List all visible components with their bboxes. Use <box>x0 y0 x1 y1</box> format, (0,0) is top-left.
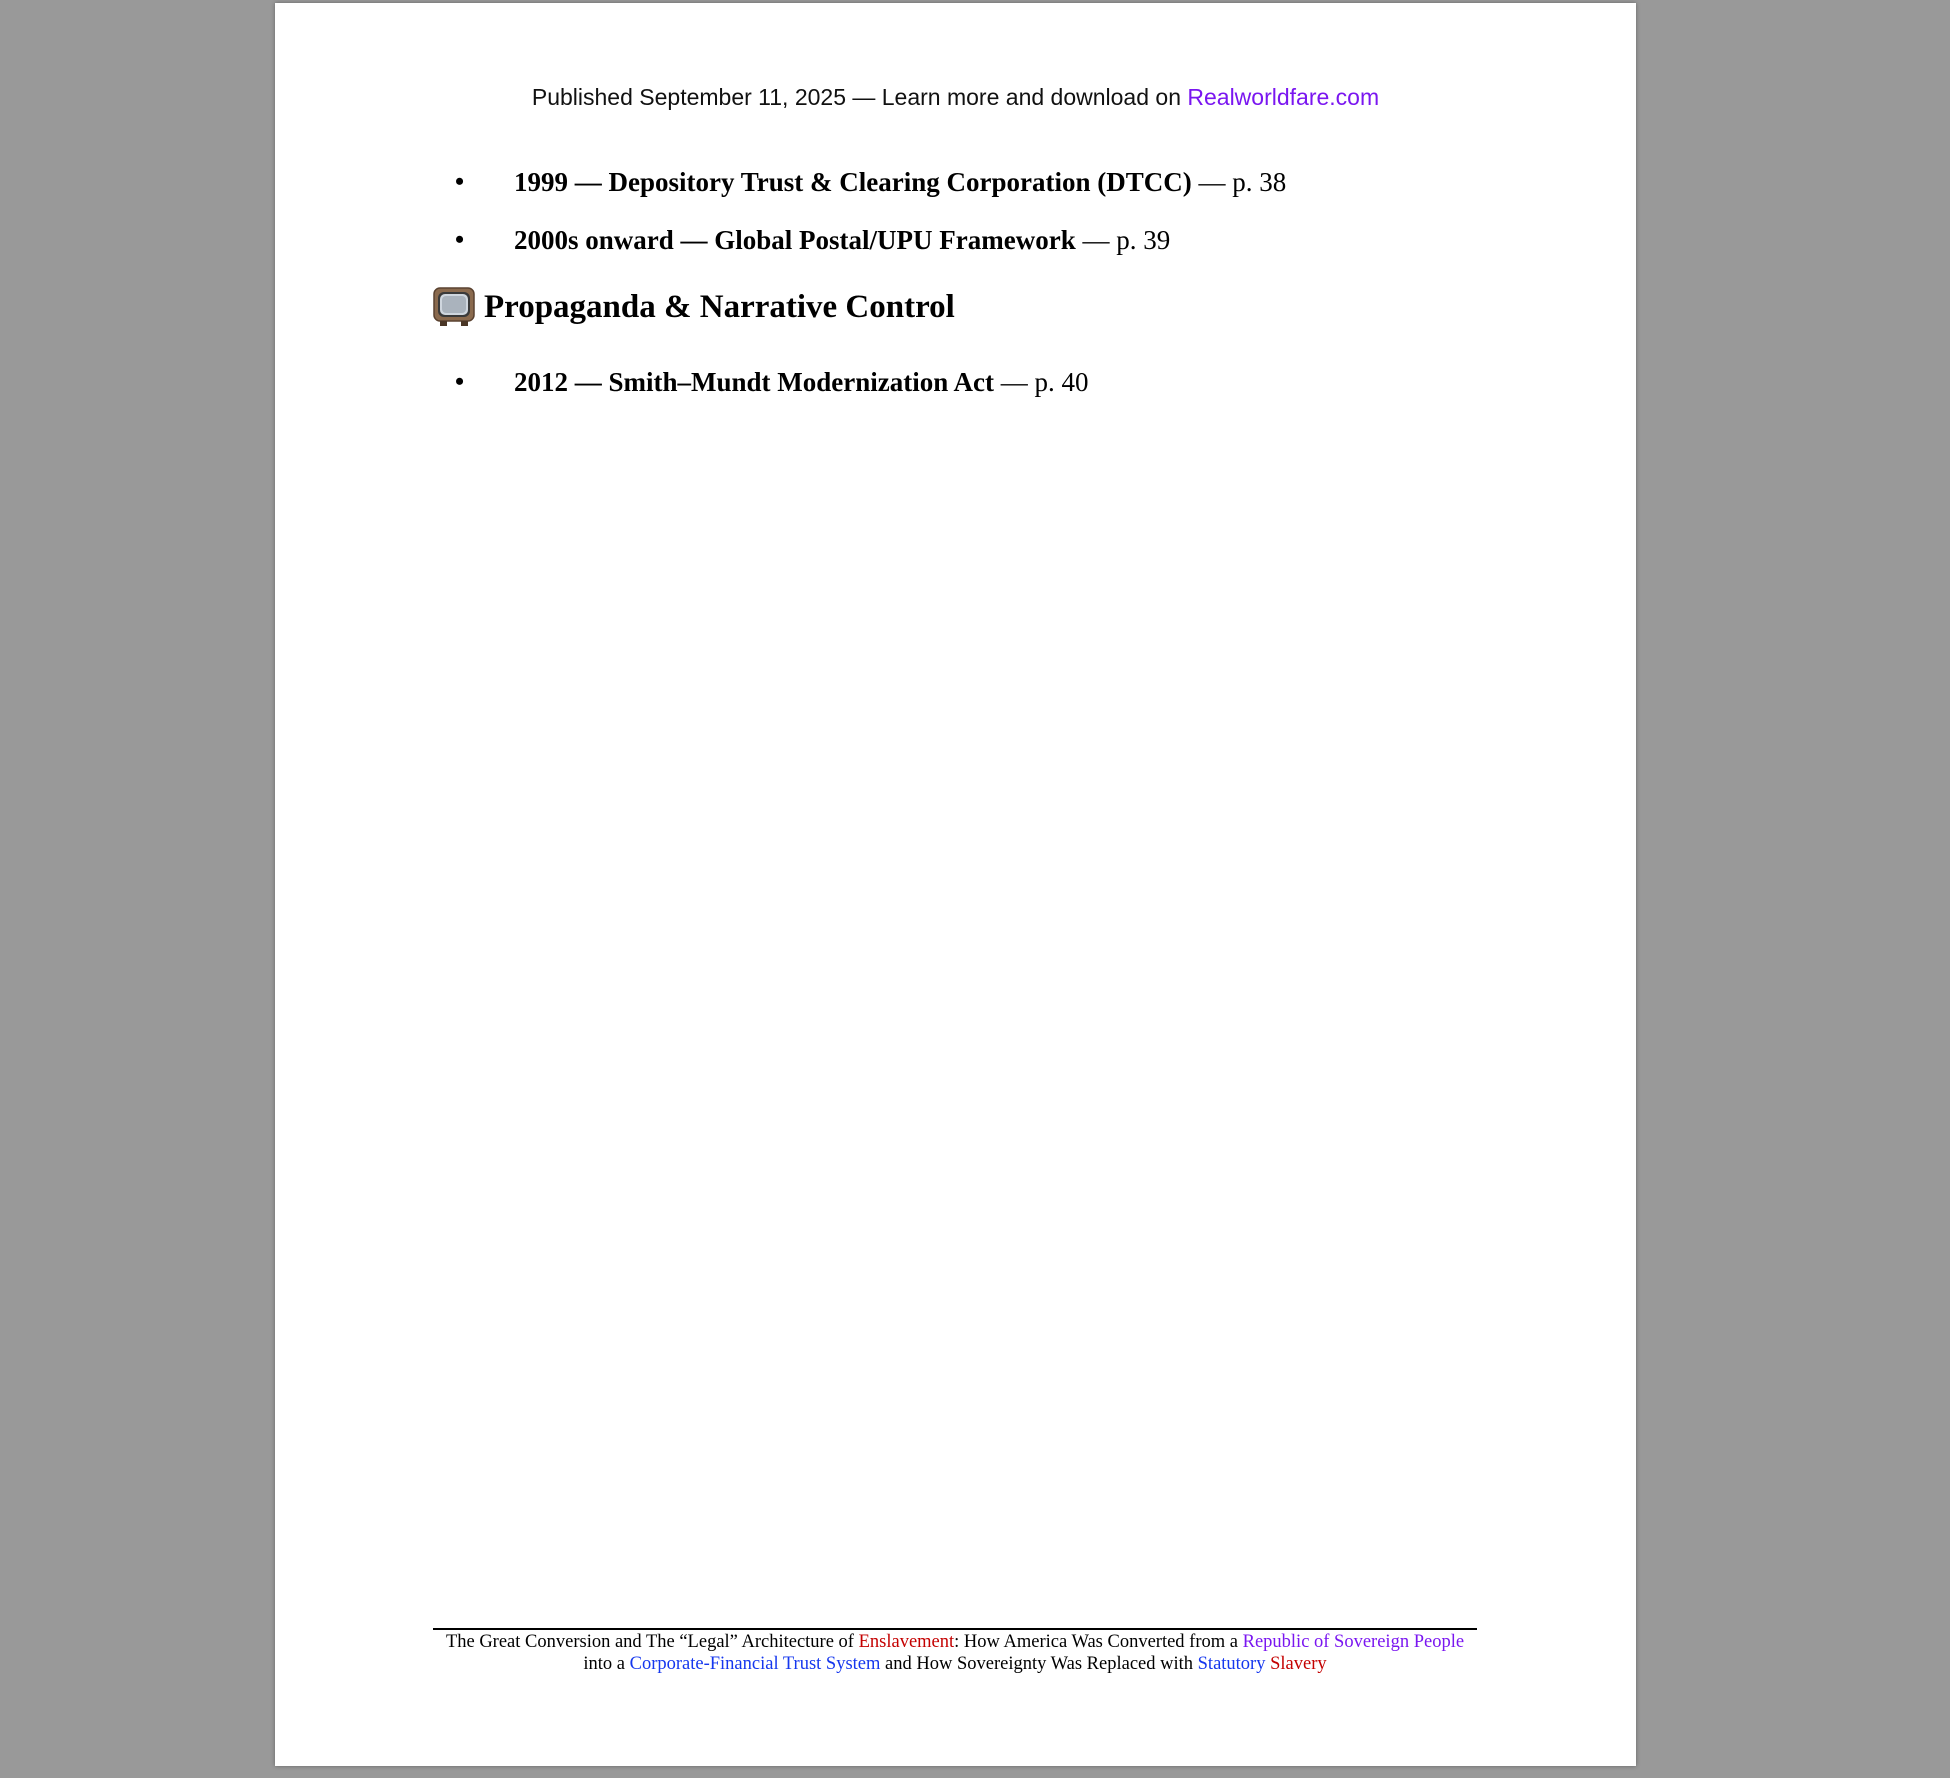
document-page <box>275 3 1636 1766</box>
footer-text: and How Sovereignty Was Replaced with <box>880 1654 1198 1674</box>
website-link[interactable]: Realworldfare.com <box>1187 84 1380 110</box>
footer-text: : How America Was Converted from a <box>954 1632 1243 1652</box>
page-header <box>275 84 1636 111</box>
published-text: Published September 11, 2025 — Learn more and download on <box>531 84 1188 110</box>
footer-highlight-corporate: Corporate-Financial Trust System <box>629 1654 881 1674</box>
entry-title: 2012 — Smith–Mundt Modernization Act <box>514 367 995 397</box>
footer-divider <box>433 1628 1477 1630</box>
footer-highlight-republic: Republic of Sovereign People <box>1242 1632 1465 1652</box>
footer-text: into a <box>583 1654 630 1674</box>
entry-page: — p. 39 <box>1075 225 1171 255</box>
toc-list-section <box>275 365 1636 423</box>
section-heading <box>433 287 955 327</box>
list-item <box>275 223 1636 281</box>
list-item-text <box>514 365 1089 399</box>
bullet-dot: • <box>455 167 465 196</box>
footer-text: The Great Conversion and The “Legal” Architecture of <box>445 1632 859 1652</box>
footer-highlight-slavery: Slavery <box>1270 1654 1327 1674</box>
list-item-text <box>514 223 1170 257</box>
entry-page: — p. 40 <box>994 367 1089 397</box>
bullet-dot: • <box>455 225 465 254</box>
footer-highlight-statutory: Statutory <box>1197 1654 1266 1674</box>
entry-title: 2000s onward — Global Postal/UPU Framework <box>514 225 1076 255</box>
toc-list-top <box>275 165 1636 281</box>
list-item-text <box>514 165 1286 199</box>
television-icon <box>433 287 475 327</box>
entry-title: 1999 — Depository Trust & Clearing Corporation (DTCC) <box>514 167 1192 197</box>
entry-page: — p. 38 <box>1191 167 1287 197</box>
list-item <box>275 165 1636 223</box>
list-item <box>275 365 1636 423</box>
page-footer <box>433 1631 1477 1675</box>
section-title: Propaganda & Narrative Control <box>484 288 955 325</box>
bullet-dot: • <box>455 367 465 396</box>
footer-highlight-enslavement: Enslavement <box>858 1632 955 1652</box>
